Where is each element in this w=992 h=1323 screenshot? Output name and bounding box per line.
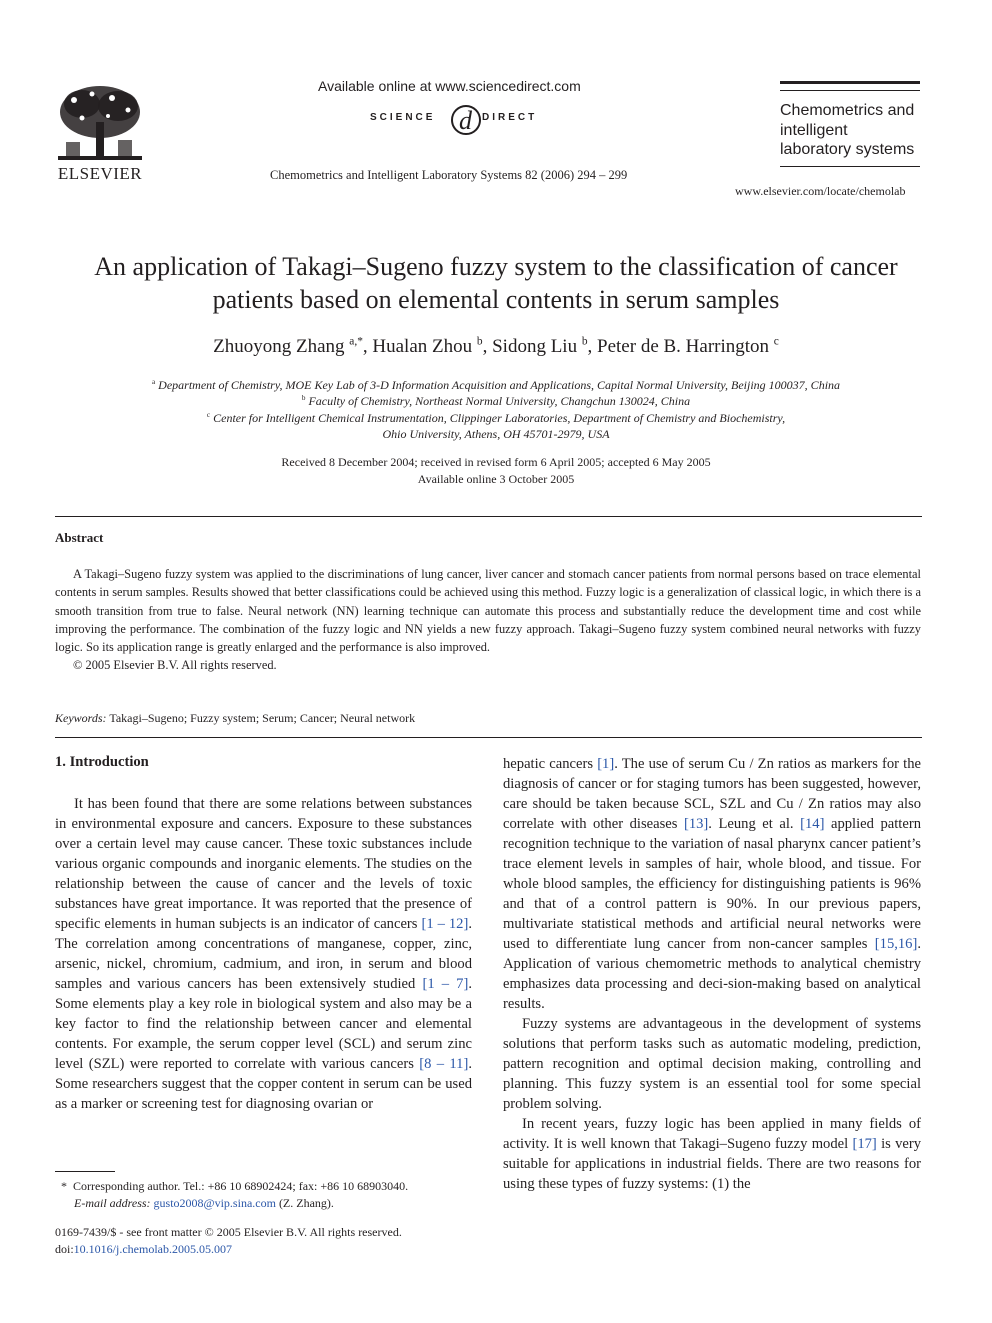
email-link[interactable]: gusto2008@vip.sina.com xyxy=(153,1196,276,1210)
citation-link[interactable]: [8 – 11] xyxy=(419,1056,469,1072)
paragraph: In recent years, fuzzy logic has been applied in many fields of activity. It is well known that Takagi–Sugeno fuzzy model [17] is very suitable for applications in industrial fields. There are two reasons for using these types of fuzzy systems: (1) the xyxy=(503,1116,921,1192)
citation-link[interactable]: [15,16] xyxy=(874,936,918,952)
author-list: Zhuoyong Zhang $^{a,*}$, Hualan Zhou $^b$, Sidong Liu $^b$, Peter de B. Harrington $^c$ xyxy=(213,335,779,357)
author-affil-sup: b xyxy=(476,335,483,348)
paragraph: hepatic cancers [1]. The use of serum Cu / Zn ratios as markers for the diagnosis of cancer or for staging tumors has been suggested, however, care should be taken because SCL, SZL and Cu / Zn ratios may also correlate with other diseases [13]. Leung et al. [14] applied pattern recognition technique to the variation of nasal pharynx cancer patient’s trace element levels in samples of hair, whole blood, and tissue. For whole blood samples, the efficiency for distinguishing patients is 96% and that of a control pattern is 90%. In our previous papers, multivariate statistical methods and artificial neural networks were used to differentiate lung cancer from non-cancer samples [15,16]. Application of various chemometric methods to analytical chemistry emphasizes data processing and deci-sion-making based on analytical results. xyxy=(503,756,922,1012)
author-affil-sup: c xyxy=(773,335,779,348)
author-affil-sup: a,* xyxy=(349,335,363,348)
journal-citation: Chemometrics and Intelligent Laboratory Systems 82 (2006) 294 – 299 xyxy=(270,168,628,182)
article-dates: Received 8 December 2004; received in revised form 6 April 2005; accepted 6 May 2005 Available online 3 October 2005 xyxy=(281,455,711,486)
affiliation-c-cont: Ohio University, Athens, OH 45701-2979, USA xyxy=(382,427,610,441)
copyright-line: © 2005 Elsevier B.V. All rights reserved. xyxy=(73,658,277,673)
author-name: Hualan Zhou xyxy=(372,336,473,357)
journal-second-rule xyxy=(780,90,920,91)
paragraph: Fuzzy systems are advantageous in the development of systems solutions that perform tasks such as automatic modeling, prediction, pattern recognition and optimal decision making, controlling and planning. This fuzzy system is an essential tool for some special problem solving. xyxy=(503,1016,921,1112)
author-name: Zhuoyong Zhang xyxy=(213,336,345,357)
journal-top-rule xyxy=(780,81,920,84)
journal-name: Chemometrics and intelligent laboratory systems xyxy=(780,102,915,158)
citation-link[interactable]: [1 – 12] xyxy=(421,916,469,932)
author-affil-sup: b xyxy=(581,335,588,348)
affiliation-a: $^a$ Department of Chemistry, MOE Key Lab of 3-D Information Acquisition and Applications, Capital Normal University, Beijing 100037, China xyxy=(151,378,841,392)
abstract-heading: Abstract xyxy=(55,530,104,545)
affiliation-c: $^c$ Center for Intelligent Chemical Instrumentation, Clippinger Laboratories, Department of Chemistry and Biochemistry, xyxy=(206,411,786,425)
keywords xyxy=(55,711,415,726)
doi-link[interactable]: 10.1016/j.chemolab.2005.05.007 xyxy=(73,1242,232,1256)
footnote-rule xyxy=(55,1171,115,1172)
abstract-body xyxy=(55,565,921,675)
journal-url[interactable]: www.elsevier.com/locate/chemolab xyxy=(735,184,906,198)
corresponding-author-footnote: * Corresponding author. Tel.: +86 10 68902424; fax: +86 10 68903040. E-mail address: gusto2008@vip.sina.com (Z. Zhang). xyxy=(61,1179,409,1210)
citation-link[interactable]: [14] xyxy=(800,816,825,832)
abstract-bottom-rule xyxy=(55,737,922,738)
email-label: E-mail address: xyxy=(74,1196,151,1210)
front-matter: 0169-7439/$ - see front matter © 2005 Elsevier B.V. All rights reserved. doi:10.1016/j.chemolab.2005.05.007 xyxy=(55,1225,402,1256)
abstract-text: A Takagi–Sugeno fuzzy system was applied to the discriminations of lung cancer, liver cancer and stomach cancer patients from normal persons based on trace elemental contents in serum samples. Results showed that better classifications could be achieved using this method. Fuzzy logic is a generalization of classical logic, in which there is a smooth transition from true to false. Neural network (NN) learning technique can automate this process and substantially reduce the development time and cost while improving the performance. The combination of the fuzzy logic and NN yields a new fuzzy approach. Takagi–Sugeno fuzzy system combined neural networks with fuzzy logic. So its application range is greatly enlarged and the performance is also improved. xyxy=(55,567,921,655)
column-right xyxy=(503,754,921,1194)
keywords-list: Takagi–Sugeno; Fuzzy system; Serum; Cancer; Neural network xyxy=(109,711,416,725)
abstract-top-rule xyxy=(55,516,922,517)
sciencedirect-logo-left: SCIENCE xyxy=(370,112,436,123)
sciencedirect-logo-right: DIRECT xyxy=(482,112,538,123)
affiliation-b: $^b$ Faculty of Chemistry, Northeast Normal University, Changchun 130024, China xyxy=(301,394,691,408)
citation-link[interactable]: [1 – 7] xyxy=(422,976,469,992)
svg-text:d: d xyxy=(459,106,472,135)
publisher-name: ELSEVIER xyxy=(57,164,143,183)
article-title: An application of Takagi–Sugeno fuzzy system to the classification of cancer patients based on elemental contents in serum samples xyxy=(94,252,898,314)
paragraph: It has been found that there are some relations between substances in environmental exposure and cancers. Exposure to these substances over a certain level may cause cancer. These toxic substances include various organic compounds and inorganic elements. The studies on the relationship between the cause of cancer and the levels of toxic substances have great importance. It was reported that the presence of specific elements in human subjects is an indicator of cancers [1 – 12]. The correlation among concentrations of manganese, copper, zinc, arsenic, nickel, chromium, cadmium, and iron, in serum and blood samples and various cancers has been extensively studied [1 – 7]. Some elements play a key role in biological system and also may be a key factor to find the relationship between cancer and elemental contents. For example, the serum copper level (SCL) and serum zinc level (SZL) were reported to correlate with various cancers [8 – 11]. Some researchers suggest that the copper content in serum can be used as a marker or screening test for diagnosing ovarian or xyxy=(55,796,472,1112)
journal-bottom-rule xyxy=(780,166,920,167)
author-name: Sidong Liu xyxy=(492,336,578,357)
keywords-label: Keywords: xyxy=(55,711,107,725)
citation-link[interactable]: [13] xyxy=(683,816,709,832)
sciencedirect-mark-icon xyxy=(450,98,482,143)
author-name: Peter de B. Harrington xyxy=(597,336,770,357)
section-heading: 1. Introduction xyxy=(55,754,149,770)
available-online-text[interactable]: Available online at www.sciencedirect.com xyxy=(318,78,581,94)
citation-link[interactable]: [17] xyxy=(852,1136,877,1152)
column-left xyxy=(55,794,472,1114)
citation-link[interactable]: [1] xyxy=(597,756,615,772)
